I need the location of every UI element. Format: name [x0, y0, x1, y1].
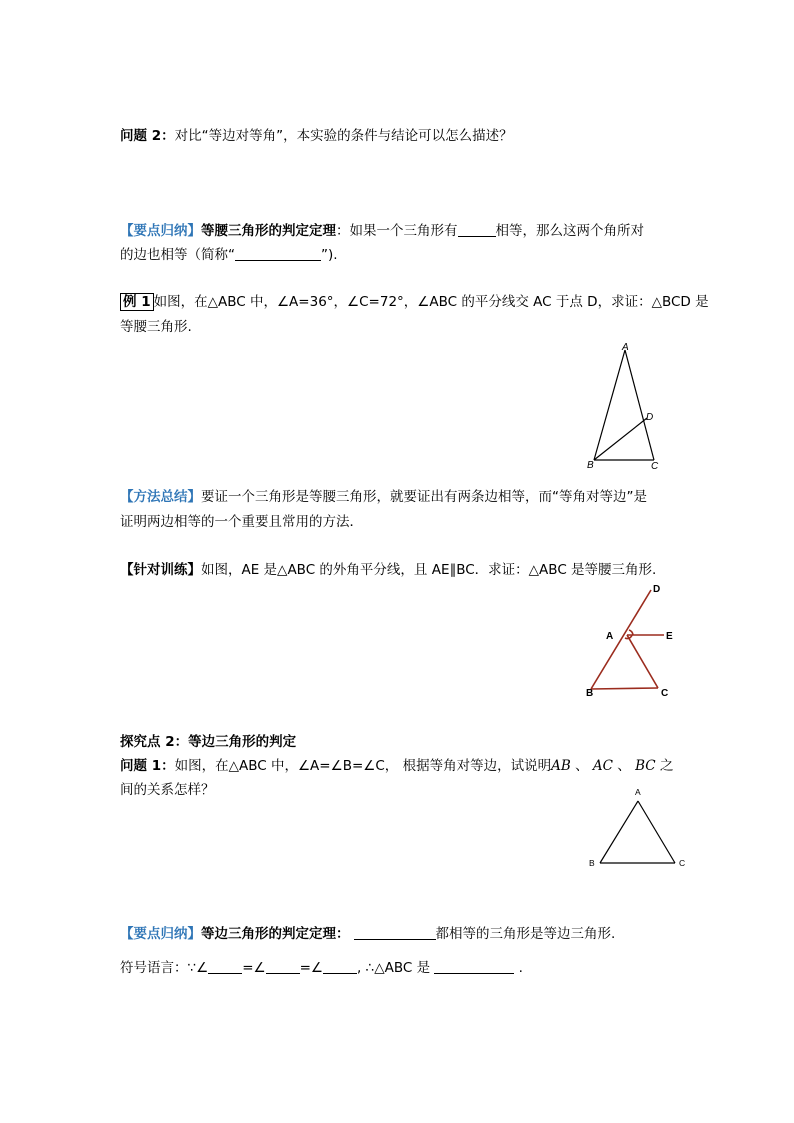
label-d: D	[646, 412, 654, 423]
label-c: C	[661, 688, 669, 699]
separator: 、	[570, 758, 589, 774]
question-1-tail: 之	[655, 758, 674, 774]
separator: 、	[612, 758, 631, 774]
label-e: E	[666, 631, 673, 642]
theorem-text: ”).	[321, 247, 338, 263]
theorem-text: 都相等的三角形是等边三角形.	[435, 926, 616, 942]
question-2-text: 对比“等边对等角”，本实验的条件与结论可以怎么描述？	[174, 128, 513, 144]
example-text: 如图，在△ABC 中，∠A=36°，∠C=72°，∠ABC 的平分线交 AC 于点 D，求证：△BCD 是	[153, 294, 709, 310]
label-a: A	[622, 342, 629, 353]
method-tag: 【方法总结】	[120, 489, 201, 505]
example-1-line-2	[120, 317, 192, 337]
label-c: C	[679, 858, 686, 868]
segment-ac	[638, 801, 675, 863]
symbol-therefore: , ∴△ABC 是	[357, 960, 431, 976]
fill-blank[interactable]	[235, 246, 321, 261]
segment-ab	[600, 801, 638, 863]
segment-bd	[594, 418, 647, 460]
figure-equilateral-triangle	[585, 785, 690, 875]
fill-blank[interactable]	[354, 925, 436, 940]
method-text: 证明两边相等的一个重要且常用的方法．	[120, 514, 363, 530]
key-points-equilateral-line	[120, 924, 615, 944]
theorem-title: 等边三角形的判定定理	[201, 926, 336, 942]
question-1-label: 问题 1：	[120, 758, 175, 774]
label-d: D	[653, 584, 661, 595]
fill-blank[interactable]	[323, 959, 357, 974]
key-points-isosceles-line-2	[120, 245, 338, 265]
segment-bd	[591, 590, 651, 689]
question-1-line-2	[120, 780, 215, 800]
question-1-text: 如图，在△ABC 中，∠A=∠B=∠C， 根据等角对等边，试说明	[174, 758, 552, 774]
label-a: A	[606, 631, 614, 642]
symbol-end: .	[518, 960, 523, 976]
training-text: 如图，AE 是△ABC 的外角平分线，且 AE∥BC．求证：△ABC 是等腰三角形.	[201, 562, 657, 578]
side-ab: AB	[551, 758, 571, 774]
side-bc: BC	[635, 758, 656, 774]
label-c: C	[651, 461, 659, 472]
label-a: A	[635, 787, 641, 797]
symbol-label: 符号语言：∵∠	[120, 960, 209, 976]
theorem-text: 的边也相等（简称“	[120, 247, 235, 263]
question-1-line-1	[120, 756, 673, 776]
segment-ac	[625, 350, 654, 460]
figure-external-bisector	[580, 580, 680, 700]
example-tag: 例 1	[120, 293, 154, 311]
fill-blank[interactable]	[434, 959, 514, 974]
segment-bc	[591, 688, 658, 689]
example-text: 等腰三角形.	[120, 319, 192, 335]
segment-ab	[594, 350, 625, 460]
label-b: B	[586, 688, 594, 699]
fill-blank[interactable]	[266, 959, 300, 974]
method-text: 要证一个三角形是等腰三角形，就要证出有两条边相等，而“等角对等边”是	[201, 489, 647, 505]
side-ac: AC	[592, 758, 613, 774]
question-1-text: 间的关系怎样？	[120, 782, 215, 798]
theorem-text: 相等，那么这两个角所对	[495, 223, 644, 239]
method-summary-line-1	[120, 487, 647, 507]
key-points-tag: 【要点归纳】	[120, 223, 201, 239]
question-2-label: 问题 2：	[120, 128, 175, 144]
symbol-language-line	[120, 958, 523, 978]
key-points-isosceles-line-1	[120, 221, 644, 241]
symbol-eq: =∠	[242, 960, 266, 976]
method-summary-line-2	[120, 512, 363, 532]
theorem-title: 等腰三角形的判定定理	[201, 223, 336, 239]
figure-triangle-abcd	[580, 340, 670, 475]
theorem-colon: ：	[336, 926, 350, 942]
fill-blank[interactable]	[208, 959, 242, 974]
training-line	[120, 560, 656, 580]
training-tag: 【针对训练】	[120, 562, 201, 578]
example-1-line-1	[120, 292, 709, 312]
fill-blank[interactable]	[458, 222, 496, 237]
key-points-tag: 【要点归纳】	[120, 926, 201, 942]
segment-ac	[627, 635, 658, 688]
explore-point-2-title: 探究点 2：等边三角形的判定	[120, 734, 297, 750]
theorem-text: ：如果一个三角形有	[336, 223, 458, 239]
symbol-eq: =∠	[299, 960, 324, 976]
label-b: B	[589, 858, 595, 868]
label-b: B	[587, 460, 594, 471]
question-2	[120, 126, 513, 146]
